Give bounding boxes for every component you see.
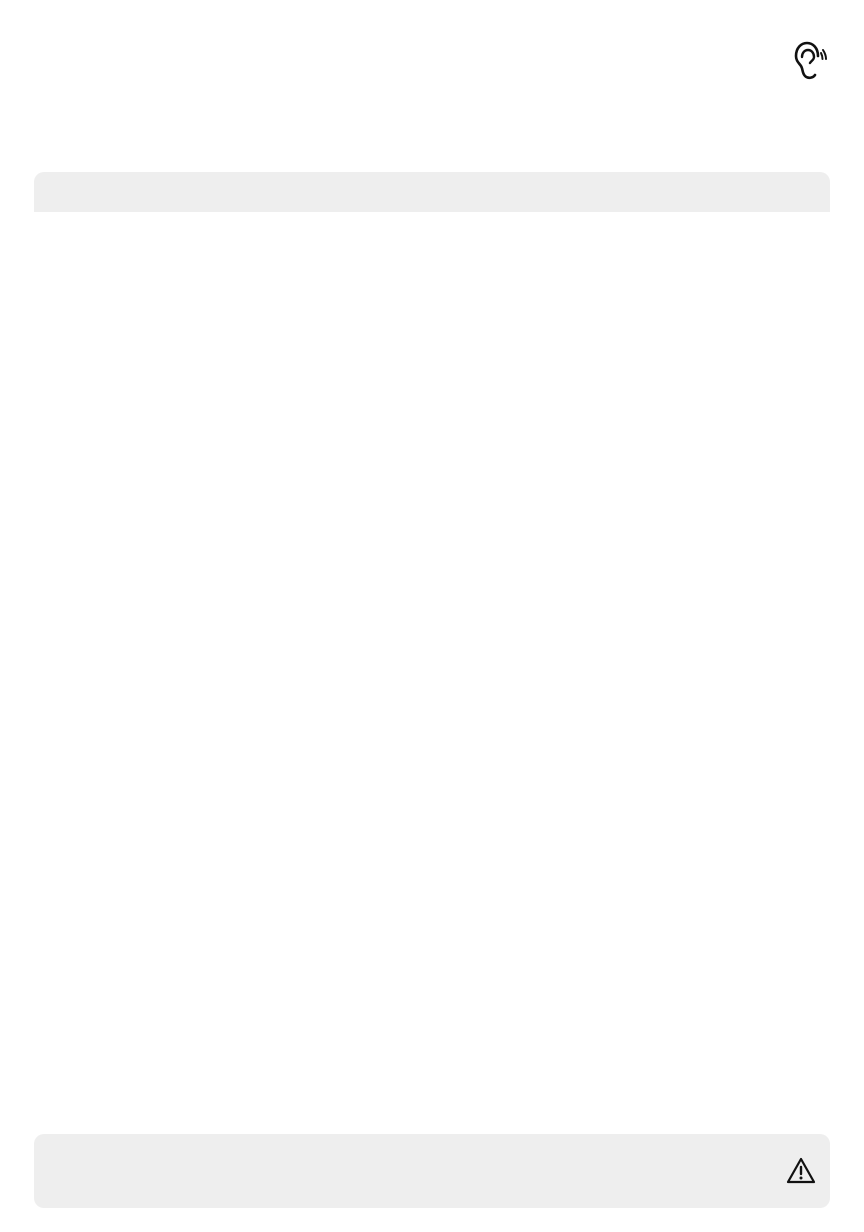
important-note: [34, 1134, 830, 1208]
column-header-drug: [305, 172, 560, 212]
ear-icon: [788, 38, 828, 86]
warning-icon: [786, 1157, 816, 1185]
title-row: [36, 34, 828, 90]
ototoxic-drugs-table: [34, 172, 830, 1122]
table-header: [34, 172, 830, 212]
column-header-category: [550, 172, 820, 212]
column-header-risk: [34, 172, 304, 212]
